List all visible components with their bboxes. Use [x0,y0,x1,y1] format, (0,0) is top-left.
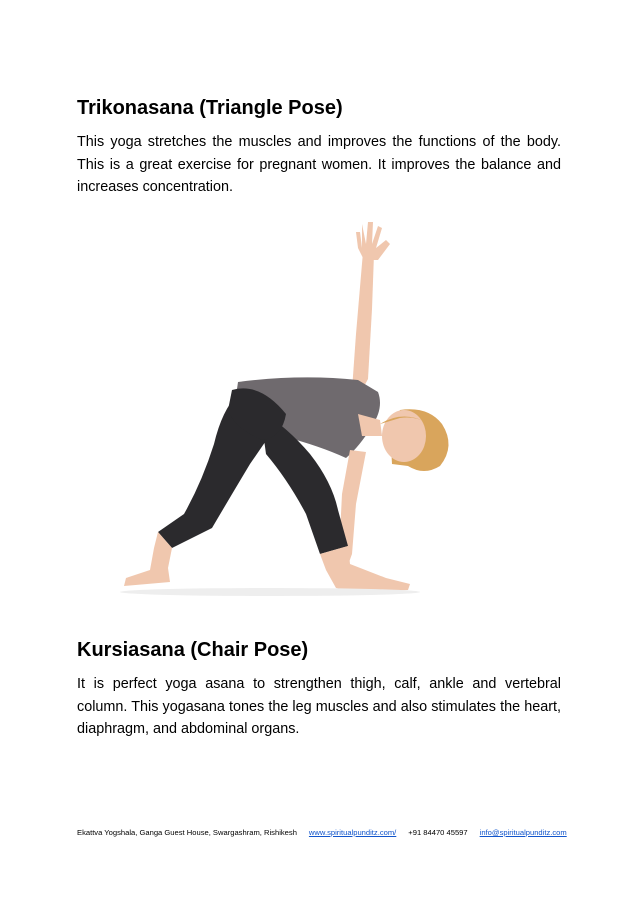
footer-address: Ekattva Yogshala, Ganga Guest House, Swargashram, Rishikesh [77,828,297,837]
footer-email-link[interactable]: info@spiritualpunditz.com [479,828,567,837]
page-footer [77,827,567,839]
section-title-trikonasana: Trikonasana (Triangle Pose) [77,97,343,119]
section-title-kursiasana: Kursiasana (Chair Pose) [77,639,309,661]
section-text-kursiasana: It is perfect yoga asana to strengthen thigh, calf, ankle and vertebral column. This yogasana tones the leg muscles and also stimulates the heart, diaphragm, and abdominal organs. [77,676,561,737]
footer-phone: +91 84470 45597 [408,828,468,837]
footer-website-link[interactable]: www.spiritualpunditz.com/ [308,828,397,837]
triangle-pose-photo [110,214,460,598]
section-text-trikonasana: This yoga stretches the muscles and improves the functions of the body. This is a great exercise for pregnant women. It improves the balance and increases concentration. [77,134,561,195]
